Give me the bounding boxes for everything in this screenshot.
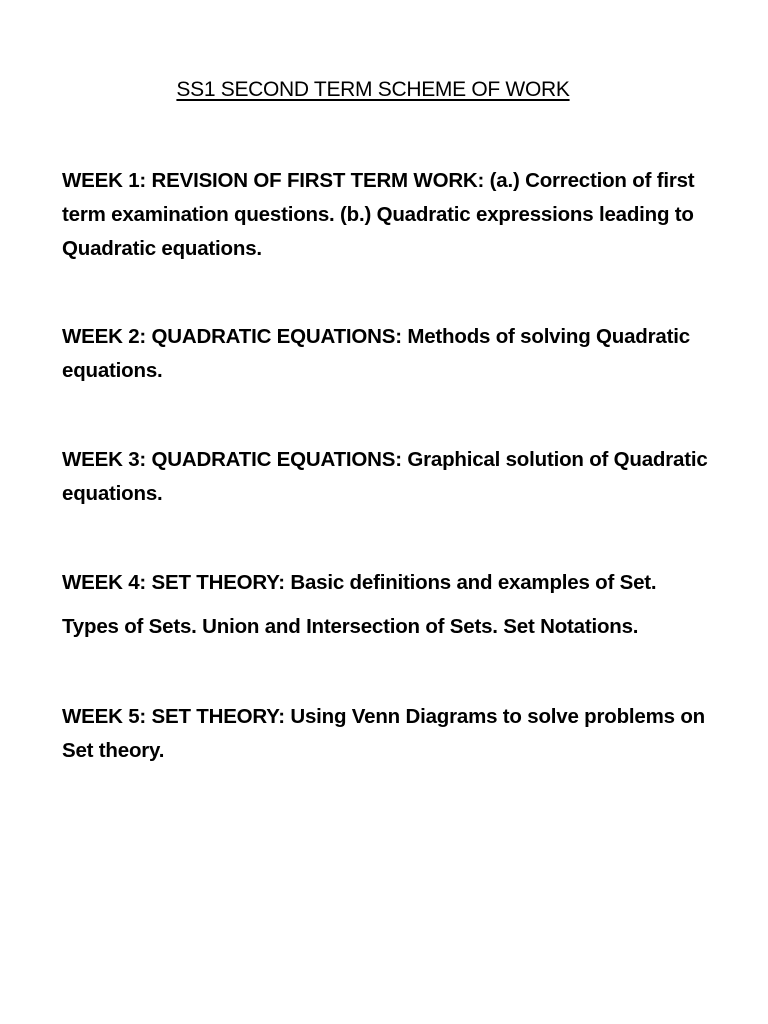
week-3-paragraph: WEEK 3: QUADRATIC EQUATIONS: Graphical solution of Quadratic equations.	[62, 448, 708, 505]
week-5-paragraph: WEEK 5: SET THEORY: Using Venn Diagrams to solve problems on Set theory.	[62, 705, 705, 762]
week-4-continuation-paragraph: Types of Sets. Union and Intersection of Sets. Set Notations.	[62, 615, 639, 638]
week-2-paragraph: WEEK 2: QUADRATIC EQUATIONS: Methods of solving Quadratic equations.	[62, 325, 690, 382]
week-1-paragraph: WEEK 1: REVISION OF FIRST TERM WORK: (a.) Correction of first term examination questions. (b.) Quadratic expressions leading to Quadratic equations.	[62, 169, 695, 260]
week-4-paragraph: WEEK 4: SET THEORY: Basic definitions and examples of Set.	[62, 571, 657, 594]
page-title: SS1 SECOND TERM SCHEME OF WORK	[176, 78, 570, 101]
